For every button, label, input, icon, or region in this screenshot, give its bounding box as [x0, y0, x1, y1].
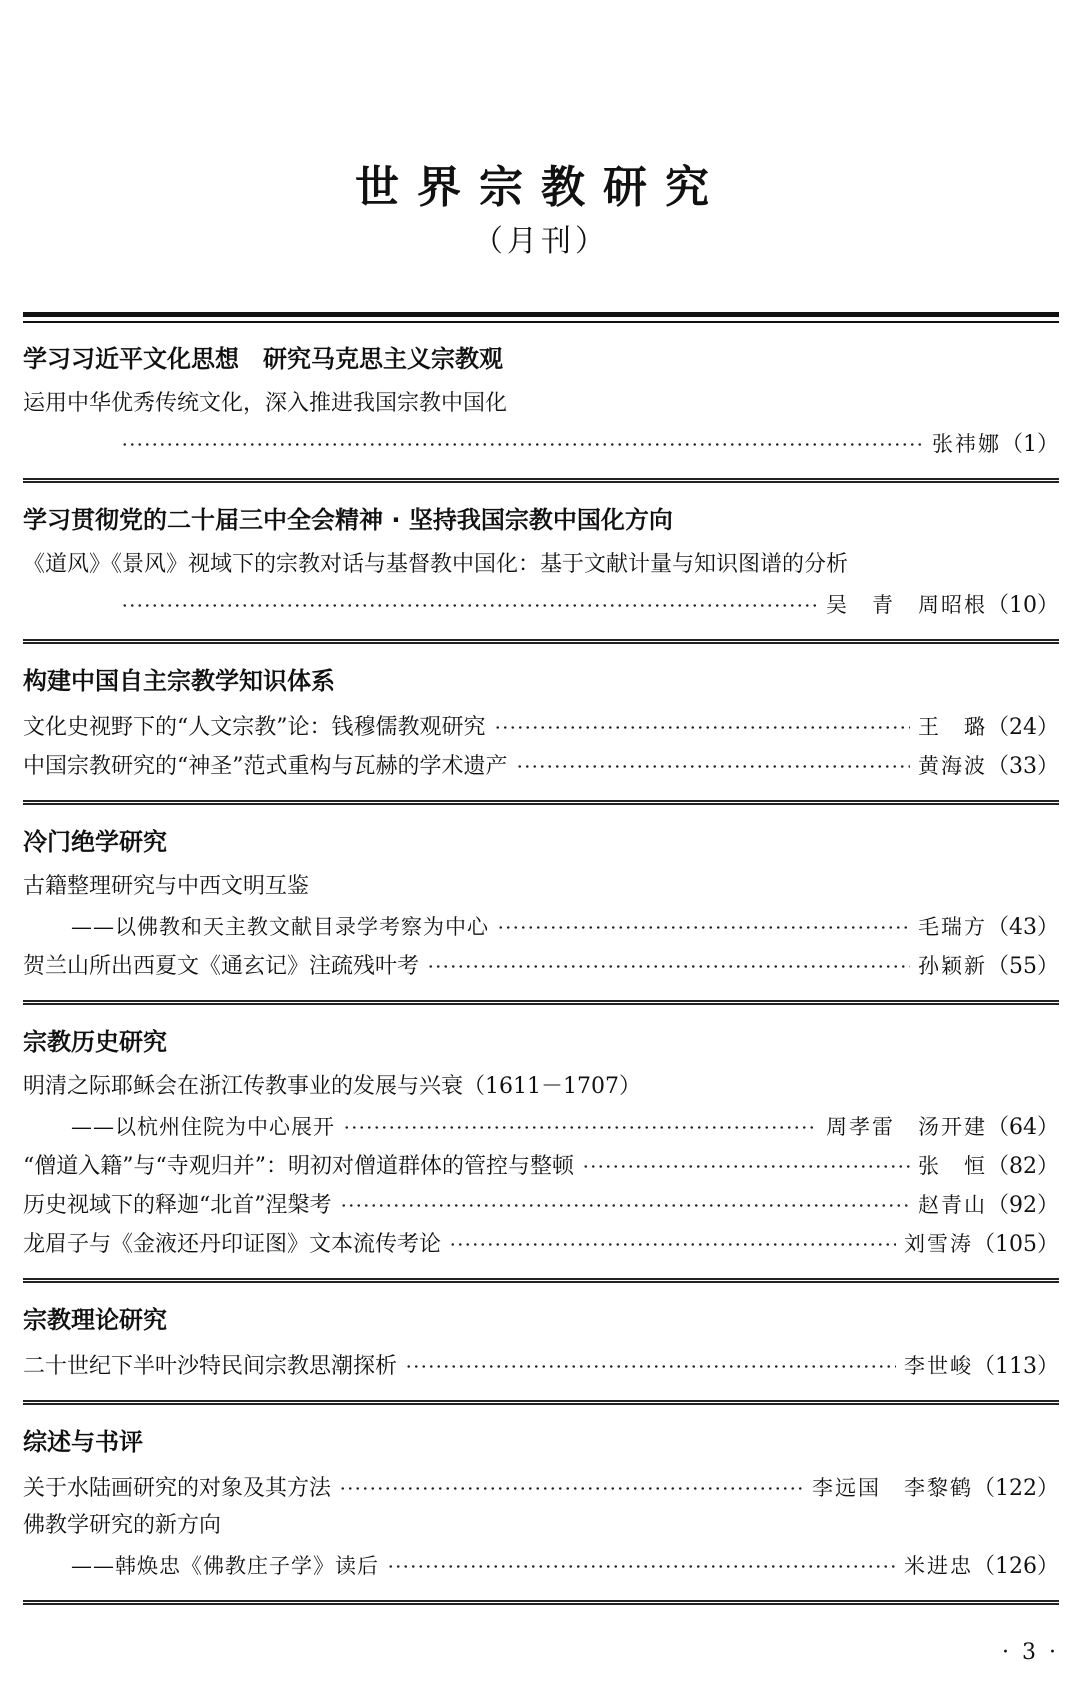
entry-subtitle: ——韩焕忠《佛教庄子学》读后: [71, 1553, 379, 1578]
toc-section: [23, 644, 1059, 805]
dot-leader: [121, 604, 818, 607]
entry-title: 关于水陆画研究的对象及其方法: [23, 1476, 332, 1501]
section-title: 宗教理论研究: [23, 1306, 167, 1334]
dot-leader: [339, 1487, 804, 1490]
dot-leader: [582, 1165, 910, 1168]
entry-title: 贺兰山所出西夏文《通玄记》注疏残叶考: [23, 954, 420, 979]
entry-title: 佛教学研究的新方向: [23, 1513, 222, 1538]
page-number: · 3 ·: [1002, 1640, 1059, 1665]
toc-entry[interactable]: [23, 1145, 1059, 1184]
toc-entry[interactable]: [23, 584, 1059, 623]
entry-page: （92）: [987, 1193, 1059, 1218]
toc-entry[interactable]: [23, 423, 1059, 462]
entry-author: 周孝雷 汤开建: [826, 1114, 987, 1139]
dot-leader: [497, 926, 910, 929]
journal-title: 世界宗教研究: [355, 162, 727, 213]
section-title: 学习贯彻党的二十届三中全会精神 · 坚持我国宗教中国化方向: [23, 506, 673, 534]
entry-author: 黄海波: [918, 753, 987, 778]
dot-leader: [405, 1365, 896, 1368]
entry-title: 明清之际耶稣会在浙江传教事业的发展与兴衰（1611－1707）: [23, 1074, 641, 1099]
dot-leader: [427, 965, 910, 968]
toc-entry[interactable]: [23, 1545, 1059, 1584]
toc-page: [23, 0, 1059, 1688]
entry-author: 王 璐: [918, 714, 987, 739]
section-title: 宗教历史研究: [23, 1028, 167, 1056]
dot-leader: [121, 443, 924, 446]
journal-subtitle: （月刊）: [473, 224, 609, 259]
entry-title: 古籍整理研究与中西文明互鉴: [23, 874, 310, 899]
section-title: 学习习近平文化思想 研究马克思主义宗教观: [23, 345, 503, 373]
toc-section: [23, 1283, 1059, 1405]
entry-page: （113）: [973, 1354, 1059, 1379]
entry-title: 《道风》《景风》视域下的宗教对话与基督教中国化：基于文献计量与知识图谱的分析: [23, 552, 849, 577]
toc-entry[interactable]: [23, 1223, 1059, 1262]
toc-section: [23, 1405, 1059, 1605]
entry-author: 张 恒: [918, 1153, 987, 1178]
top-double-rule: [23, 312, 1059, 323]
entry-title: 文化史视野下的“人文宗教”论：钱穆儒教观研究: [23, 715, 486, 740]
dot-leader: [387, 1565, 896, 1568]
section-title: 综述与书评: [23, 1428, 143, 1456]
toc-entry[interactable]: [23, 706, 1059, 745]
toc-entry[interactable]: [23, 1106, 1059, 1145]
dot-leader: [343, 1126, 818, 1129]
toc-section: [23, 1005, 1059, 1283]
entry-subtitle: ——以佛教和天主教文献目录学考察为中心: [71, 914, 489, 939]
entry-author: 刘雪涛: [904, 1231, 973, 1256]
entry-author: 张祎娜: [932, 431, 1001, 456]
entry-title: 龙眉子与《金液还丹印证图》文本流传考论: [23, 1232, 442, 1257]
entry-author: 李世峻: [904, 1353, 973, 1378]
entry-author: 赵青山: [918, 1192, 987, 1217]
entry-author: 吴 青 周昭根: [826, 592, 987, 617]
dot-leader: [494, 726, 911, 729]
dot-leader: [516, 765, 911, 768]
toc-entry[interactable]: [23, 745, 1059, 784]
toc-entry[interactable]: [23, 867, 1059, 906]
entry-author: 孙颖新: [918, 953, 987, 978]
entry-page: （1）: [1001, 432, 1059, 457]
entry-author: 李远国 李黎鹤: [812, 1475, 973, 1500]
entry-page: （82）: [987, 1154, 1059, 1179]
toc-entry[interactable]: [23, 1506, 1059, 1545]
entry-page: （24）: [987, 715, 1059, 740]
toc-section: [23, 805, 1059, 1005]
toc-entry[interactable]: [23, 945, 1059, 984]
toc-entry[interactable]: [23, 1467, 1059, 1506]
entry-subtitle: ——以杭州住院为中心展开: [71, 1114, 335, 1139]
entry-page: （64）: [987, 1115, 1059, 1140]
toc-entry[interactable]: [23, 1184, 1059, 1223]
entry-page: （126）: [973, 1554, 1059, 1579]
toc-entry[interactable]: [23, 545, 1059, 584]
entry-author: 米进忠: [904, 1553, 973, 1578]
entry-title: 历史视域下的释迦“北首”涅槃考: [23, 1193, 332, 1218]
entry-author: 毛瑞方: [918, 914, 987, 939]
entry-page: （10）: [987, 593, 1059, 618]
section-title: 冷门绝学研究: [23, 828, 167, 856]
entry-page: （55）: [987, 954, 1059, 979]
dot-leader: [449, 1243, 896, 1246]
toc-entry[interactable]: [23, 1067, 1059, 1106]
dot-leader: [340, 1204, 911, 1207]
entry-page: （122）: [973, 1476, 1059, 1501]
entry-title: 中国宗教研究的“神圣”范式重构与瓦赫的学术遗产: [23, 754, 508, 779]
toc-entry[interactable]: [23, 906, 1059, 945]
entry-page: （105）: [973, 1232, 1059, 1257]
section-title: 构建中国自主宗教学知识体系: [23, 667, 335, 695]
toc-section: [23, 483, 1059, 644]
toc-sections: [23, 322, 1059, 1605]
toc-entry[interactable]: [23, 384, 1059, 423]
entry-page: （33）: [987, 754, 1059, 779]
entry-page: （43）: [987, 915, 1059, 940]
entry-title: “僧道入籍”与“寺观归并”：明初对僧道群体的管控与整顿: [23, 1154, 574, 1179]
entry-title: 二十世纪下半叶沙特民间宗教思潮探析: [23, 1354, 398, 1379]
entry-title: 运用中华优秀传统文化，深入推进我国宗教中国化: [23, 391, 508, 416]
toc-entry[interactable]: [23, 1345, 1059, 1384]
toc-section: [23, 322, 1059, 483]
